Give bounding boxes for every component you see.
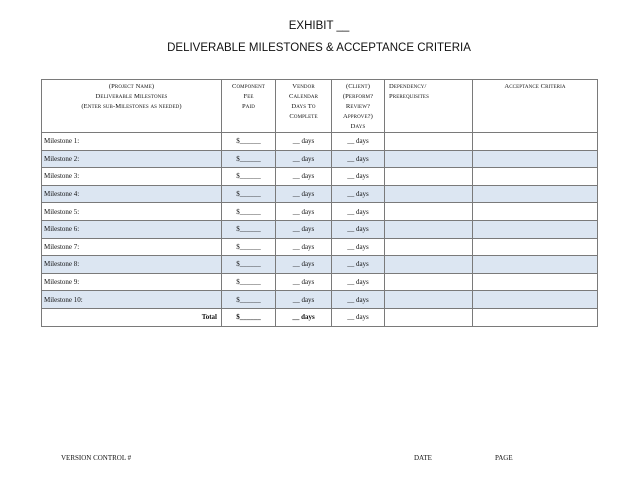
table-header-row [42, 80, 598, 133]
vendor-days-cell[interactable]: __ days [276, 203, 332, 221]
client-days-cell[interactable]: __ days [332, 185, 385, 203]
dependency-cell[interactable] [385, 133, 473, 151]
dependency-cell[interactable] [385, 273, 473, 291]
table-row [42, 168, 598, 186]
milestone-name-cell: Milestone 6: [42, 220, 222, 238]
table-row [42, 203, 598, 221]
dependency-cell[interactable] [385, 150, 473, 168]
milestone-name-cell: Milestone 1: [42, 133, 222, 151]
client-days-cell[interactable]: __ days [332, 150, 385, 168]
header-line: Prerequisites [389, 93, 429, 100]
milestone-name-cell: Milestone 3: [42, 168, 222, 186]
header-line: (Perform? [342, 93, 374, 100]
milestone-name-cell: Milestone 7: [42, 238, 222, 256]
vendor-days-cell[interactable]: __ days [276, 220, 332, 238]
milestone-name-cell: Milestone 4: [42, 185, 222, 203]
vendor-days-cell[interactable]: __ days [276, 291, 332, 309]
client-days-cell[interactable]: __ days [332, 168, 385, 186]
total-vendor-days-cell[interactable]: __ days [276, 308, 332, 326]
table-row [42, 185, 598, 203]
client-days-cell[interactable]: __ days [332, 133, 385, 151]
fee-cell[interactable]: $______ [222, 203, 276, 221]
fee-cell[interactable]: $______ [222, 220, 276, 238]
date-label: DATE [414, 454, 432, 462]
client-days-cell[interactable]: __ days [332, 256, 385, 274]
dependency-cell[interactable] [385, 256, 473, 274]
total-client-days-cell[interactable]: __ days [332, 308, 385, 326]
vendor-days-cell[interactable]: __ days [276, 133, 332, 151]
table-row [42, 150, 598, 168]
header-line: Component [231, 83, 266, 90]
fee-cell[interactable]: $______ [222, 168, 276, 186]
header-line: Days [350, 123, 366, 130]
document-title: DELIVERABLE MILESTONES & ACCEPTANCE CRITERIA [167, 42, 471, 54]
acceptance-criteria-cell[interactable] [473, 256, 598, 274]
milestone-name-cell: Milestone 9: [42, 273, 222, 291]
header-fee [222, 80, 276, 133]
total-label: Total [42, 308, 222, 326]
acceptance-criteria-cell[interactable] [473, 185, 598, 203]
acceptance-criteria-cell[interactable] [473, 168, 598, 186]
dependency-cell[interactable] [385, 238, 473, 256]
fee-cell[interactable]: $______ [222, 273, 276, 291]
header-client-days [332, 80, 385, 133]
total-dependency-cell[interactable] [385, 308, 473, 326]
vendor-days-cell[interactable]: __ days [276, 238, 332, 256]
acceptance-criteria-cell[interactable] [473, 150, 598, 168]
milestone-name-cell: Milestone 8: [42, 256, 222, 274]
header-line: Deliverable Milestones [95, 93, 168, 100]
acceptance-criteria-cell[interactable] [473, 220, 598, 238]
vendor-days-cell[interactable]: __ days [276, 185, 332, 203]
dependency-cell[interactable] [385, 168, 473, 186]
vendor-days-cell[interactable]: __ days [276, 256, 332, 274]
header-line: (Enter sub-Milestones as needed) [81, 103, 182, 110]
milestone-name-cell: Milestone 2: [42, 150, 222, 168]
header-line: Paid [242, 103, 255, 110]
table-row [42, 273, 598, 291]
client-days-cell[interactable]: __ days [332, 291, 385, 309]
milestone-name-cell: Milestone 10: [42, 291, 222, 309]
fee-cell[interactable]: $______ [222, 291, 276, 309]
acceptance-criteria-cell[interactable] [473, 273, 598, 291]
header-line: Vendor [292, 83, 315, 90]
header-line: Review? [345, 103, 371, 110]
table-row [42, 220, 598, 238]
dependency-cell[interactable] [385, 291, 473, 309]
total-fee-cell[interactable]: $______ [222, 308, 276, 326]
total-row [42, 308, 598, 326]
dependency-cell[interactable] [385, 220, 473, 238]
version-control-label: VERSION CONTROL # [61, 454, 132, 462]
header-line: Calendar [288, 93, 319, 100]
client-days-cell[interactable]: __ days [332, 203, 385, 221]
milestone-name-cell: Milestone 5: [42, 203, 222, 221]
acceptance-criteria-cell[interactable] [473, 291, 598, 309]
table-row [42, 256, 598, 274]
header-line: Complete [289, 113, 318, 120]
client-days-cell[interactable]: __ days [332, 220, 385, 238]
fee-cell[interactable]: $______ [222, 150, 276, 168]
header-line: Days To [291, 103, 316, 110]
header-line: Acceptance Criteria [504, 83, 566, 90]
vendor-days-cell[interactable]: __ days [276, 273, 332, 291]
vendor-days-cell[interactable]: __ days [276, 168, 332, 186]
header-line: Fee [243, 93, 254, 100]
total-acceptance-cell[interactable] [473, 308, 598, 326]
fee-cell[interactable]: $______ [222, 238, 276, 256]
acceptance-criteria-cell[interactable] [473, 133, 598, 151]
table-row [42, 291, 598, 309]
table-row [42, 133, 598, 151]
acceptance-criteria-cell[interactable] [473, 238, 598, 256]
acceptance-criteria-cell[interactable] [473, 203, 598, 221]
client-days-cell[interactable]: __ days [332, 238, 385, 256]
header-acceptance-criteria [473, 80, 598, 133]
fee-cell[interactable]: $______ [222, 185, 276, 203]
header-line: (Client) [345, 83, 371, 90]
header-line: (Project Name) [108, 83, 155, 90]
header-project [42, 80, 222, 133]
header-vendor-days [276, 80, 332, 133]
header-line: Approve?) [343, 113, 373, 120]
dependency-cell[interactable] [385, 203, 473, 221]
fee-cell[interactable]: $______ [222, 133, 276, 151]
milestones-table [41, 79, 598, 327]
fee-cell[interactable]: $______ [222, 256, 276, 274]
header-line: Dependency/ [389, 83, 427, 90]
client-days-cell[interactable]: __ days [332, 273, 385, 291]
dependency-cell[interactable] [385, 185, 473, 203]
table-row [42, 238, 598, 256]
vendor-days-cell[interactable]: __ days [276, 150, 332, 168]
header-dependency [385, 80, 473, 133]
exhibit-title: EXHIBIT __ [288, 20, 350, 32]
page-label: PAGE [495, 454, 513, 462]
